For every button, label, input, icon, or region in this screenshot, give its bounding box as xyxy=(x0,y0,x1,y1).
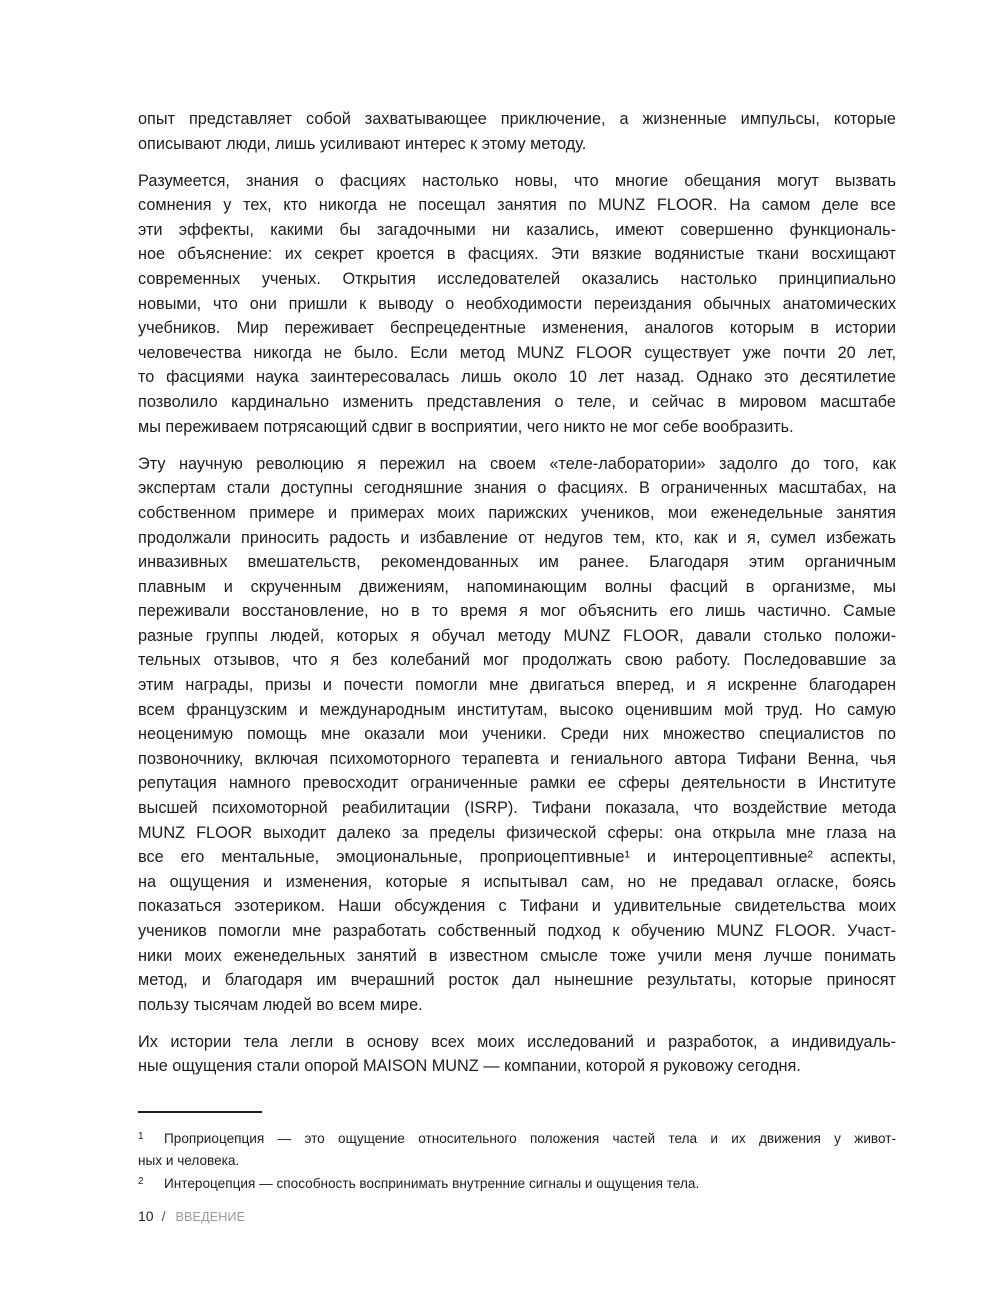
text-line: описывают люди, лишь усиливают интерес к этому методу. xyxy=(138,134,587,153)
text-line: Эту научную революцию я пережил на своем «теле-лаборатории» задолго до того, как xyxy=(138,454,896,473)
footnote-text: Проприоцепция — это ощущение относительного положения частей тела и их движения у живот- xyxy=(164,1131,896,1146)
footnote-divider xyxy=(138,1111,262,1113)
text-line: пользу тысячам людей во всем мире. xyxy=(138,995,423,1014)
text-line: этим награды, призы и почести помогли мне двигаться вперед, и я искренне благодарен xyxy=(138,676,896,695)
text-line: продолжали приносить радость и избавление от недугов тем, кто, как и я, сумел избежать xyxy=(138,528,896,547)
text-line: показаться эзотериком. Наши обсуждения с Тифани и удивительные свидетельства моих xyxy=(138,897,896,916)
page-footer xyxy=(138,1208,245,1224)
text-line: ники моих еженедельных занятий в известном смысле тоже учили меня лучше понимать xyxy=(138,946,896,965)
text-line: мы переживаем потрясающий сдвиг в восприятии, чего никто не мог себе вообразить. xyxy=(138,417,794,436)
text-line: эти эффекты, какими бы загадочными ни казались, имеют совершенно функциональ- xyxy=(138,220,896,239)
text-line: ные ощущения стали опорой MAISON MUNZ — компании, которой я руковожу сегодня. xyxy=(138,1057,801,1076)
text-line: Разумеется, знания о фасциях настолько новы, что многие обещания могут вызвать xyxy=(138,171,896,190)
page-number: 10 xyxy=(138,1208,154,1224)
text-line: высшей психомоторной реабилитации (ISRP). Тифани показала, что воздействие метода xyxy=(138,799,896,818)
section-title: ВВЕДЕНИЕ xyxy=(175,1210,246,1224)
paragraph xyxy=(138,1030,896,1079)
text-line: метод, и благодаря им вчерашний росток дал нынешние результаты, которые приносят xyxy=(138,971,896,990)
text-line: современных ученых. Открытия исследователей оказались настолько принципиально xyxy=(138,270,896,289)
text-line: всем французским и международным институтам, высоко оценившим мой труд. Но самую xyxy=(138,700,896,719)
text-line: собственном примере и примерах моих парижских учеников, мои еженедельные занятия xyxy=(138,503,896,522)
footnote-line xyxy=(138,1126,896,1150)
text-line: позвоночнику, включая психомоторного терапевта и гениального автора Тифани Венна, чья xyxy=(138,749,896,768)
text-line: ное объяснение: их секрет кроется в фасциях. Эти вязкие водянистые ткани восхищают xyxy=(138,245,896,264)
text-line: разные группы людей, которых я обучал методу MUNZ FLOOR, давали столько положи- xyxy=(138,626,896,645)
text-line: позволило кардинально изменить представления о теле, и сейчас в мировом масштабе xyxy=(138,393,896,412)
text-line: человечества никогда не было. Если метод MUNZ FLOOR существует уже почти 20 лет, xyxy=(138,343,896,362)
text-line: сомнения у тех, кто никогда не посещал занятия по MUNZ FLOOR. На самом деле все xyxy=(138,196,896,215)
text-line: новыми, что они пришли к выводу о необходимости переиздания обычных анатомических xyxy=(138,294,896,313)
text-line: опыт представляет собой захватывающее приключение, а жизненные импульсы, которые xyxy=(138,110,896,128)
footnote-text: Интероцепция — способность воспринимать внутренние сигналы и ощущения тела. xyxy=(164,1176,700,1191)
footnote-number: 1 xyxy=(138,1131,144,1142)
footnote-number: 2 xyxy=(138,1176,144,1187)
text-line: на ощущения и изменения, которые я испытывал сам, но не предавал огласке, боясь xyxy=(138,872,896,891)
text-line: Их истории тела легли в основу всех моих исследований и разработок, а индивидуаль- xyxy=(138,1032,896,1051)
text-line: переживали восстановление, но в то время я мог объяснить его лишь частично. Самые xyxy=(138,602,896,621)
footnote-line xyxy=(138,1171,896,1195)
text-line: MUNZ FLOOR выходит далеко за пределы физической сферы: она открыла мне глаза на xyxy=(138,823,896,842)
text-line: экспертам стали доступны сегодняшние знания о фасциях. В ограниченных масштабах, на xyxy=(138,479,896,498)
text-line: плавным и скрученным движениям, напоминающим волны фасций в организме, мы xyxy=(138,577,896,596)
text-line: тельных отзывов, что я без колебаний мог продолжать свою работу. Последовавшие за xyxy=(138,651,896,670)
text-line: учебников. Мир переживает беспрецедентные изменения, аналогов которым в истории xyxy=(138,319,896,338)
paragraph xyxy=(138,107,896,156)
paragraph xyxy=(138,169,896,440)
text-line: учеников помогли мне разработать собственный подход к обучению MUNZ FLOOR. Участ- xyxy=(138,922,896,940)
text-line: то фасциями наука заинтересовалась лишь около 10 лет назад. Однако это десятилетие xyxy=(138,368,896,387)
folio-separator: / xyxy=(161,1208,166,1224)
paragraph xyxy=(138,452,896,1018)
text-line: все его ментальные, эмоциональные, проприоцептивные¹ и интероцептивные² аспекты, xyxy=(138,848,896,867)
footnote-text: ных и человека. xyxy=(138,1152,240,1168)
text-line: инвазивных вмешательств, рекомендованных им ранее. Благодаря этим органичным xyxy=(138,553,896,572)
text-line: репутация намного превосходит ограниченные рамки ее сферы деятельности в Институте xyxy=(138,774,896,793)
footnotes xyxy=(138,1126,896,1195)
footnote-line xyxy=(138,1150,896,1172)
body-text xyxy=(138,107,896,1092)
text-line: неоценимую помощь мне оказали мои ученики. Среди них множество специалистов по xyxy=(138,725,896,744)
